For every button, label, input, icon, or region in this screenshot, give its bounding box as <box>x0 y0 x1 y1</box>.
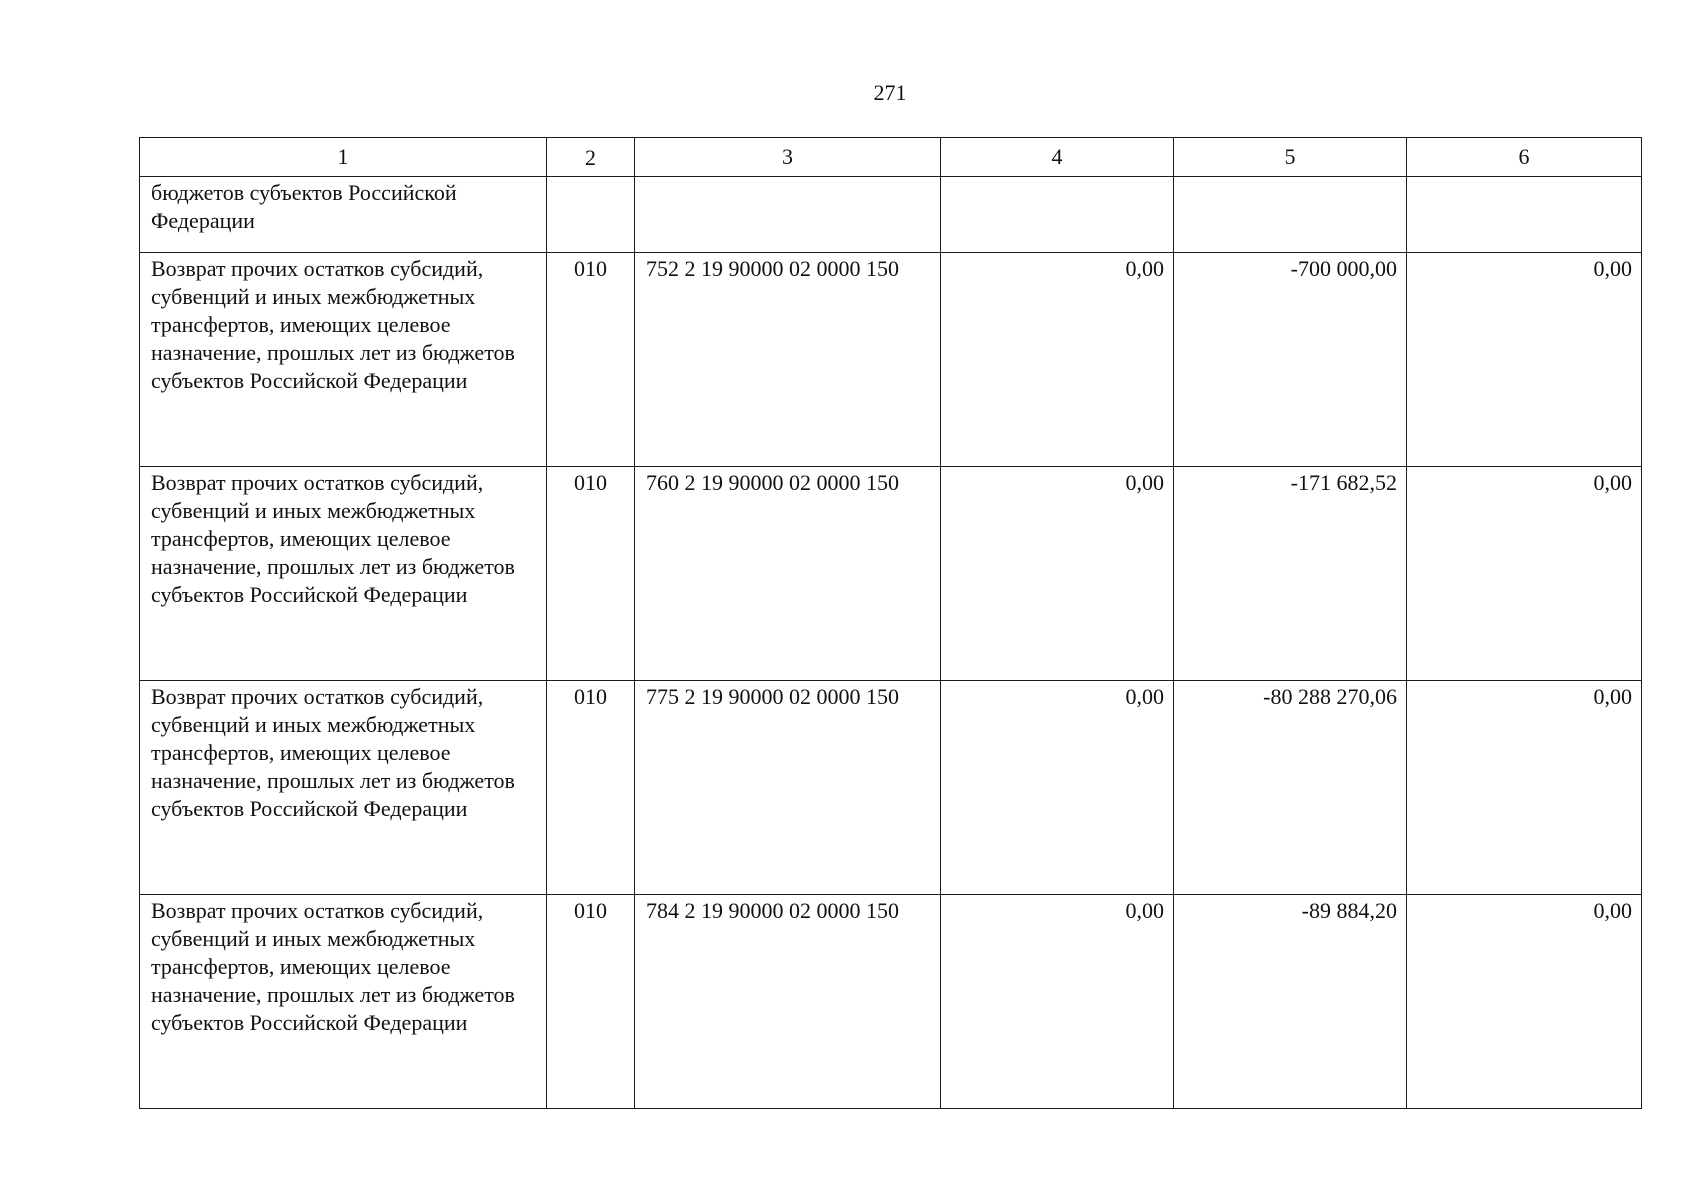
row-name: Возврат прочих остатков субсидий, субвенций и иных межбюджетных трансфертов, имеющих целевое назначение, прошлых лет из бюджетов субъектов Российской Федерации <box>140 681 547 895</box>
row-col6: 0,00 <box>1407 681 1642 895</box>
row-col6: 0,00 <box>1407 895 1642 1109</box>
header-cell-3: 3 <box>635 138 941 177</box>
row-kbk: 760 2 19 90000 02 0000 150 <box>635 467 941 681</box>
budget-table <box>139 137 1642 1109</box>
row-name: Возврат прочих остатков субсидий, субвенций и иных межбюджетных трансфертов, имеющих целевое назначение, прошлых лет из бюджетов субъектов Российской Федерации <box>140 253 547 467</box>
row-code <box>547 177 635 253</box>
row-col4: 0,00 <box>941 253 1174 467</box>
row-code: 010 <box>547 681 635 895</box>
row-code: 010 <box>547 895 635 1109</box>
row-col5: -700 000,00 <box>1174 253 1407 467</box>
table-header-row <box>140 138 1642 177</box>
table-row <box>140 681 1642 895</box>
row-code: 010 <box>547 467 635 681</box>
table-row <box>140 467 1642 681</box>
table-row-continuation <box>140 177 1642 253</box>
row-code: 010 <box>547 253 635 467</box>
header-cell-5: 5 <box>1174 138 1407 177</box>
row-kbk <box>635 177 941 253</box>
row-col5: -89 884,20 <box>1174 895 1407 1109</box>
row-name: бюджетов субъектов Российской Федерации <box>140 177 547 253</box>
page-number: 271 <box>873 80 907 105</box>
row-kbk: 752 2 19 90000 02 0000 150 <box>635 253 941 467</box>
row-name: Возврат прочих остатков субсидий, субвенций и иных межбюджетных трансфертов, имеющих целевое назначение, прошлых лет из бюджетов субъектов Российской Федерации <box>140 467 547 681</box>
header-cell-1: 1 <box>140 138 547 177</box>
row-col4: 0,00 <box>941 467 1174 681</box>
row-col6: 0,00 <box>1407 253 1642 467</box>
row-col6 <box>1407 177 1642 253</box>
row-name: Возврат прочих остатков субсидий, субвенций и иных межбюджетных трансфертов, имеющих целевое назначение, прошлых лет из бюджетов субъектов Российской Федерации <box>140 895 547 1109</box>
row-kbk: 784 2 19 90000 02 0000 150 <box>635 895 941 1109</box>
row-col4 <box>941 177 1174 253</box>
row-col4: 0,00 <box>941 895 1174 1109</box>
row-col5: -171 682,52 <box>1174 467 1407 681</box>
header-cell-4: 4 <box>941 138 1174 177</box>
row-col5 <box>1174 177 1407 253</box>
row-col6: 0,00 <box>1407 467 1642 681</box>
row-kbk: 775 2 19 90000 02 0000 150 <box>635 681 941 895</box>
header-cell-6: 6 <box>1407 138 1642 177</box>
row-col4: 0,00 <box>941 681 1174 895</box>
row-col5: -80 288 270,06 <box>1174 681 1407 895</box>
table-row <box>140 253 1642 467</box>
header-cell-2: 2 <box>547 138 635 177</box>
table-row <box>140 895 1642 1109</box>
